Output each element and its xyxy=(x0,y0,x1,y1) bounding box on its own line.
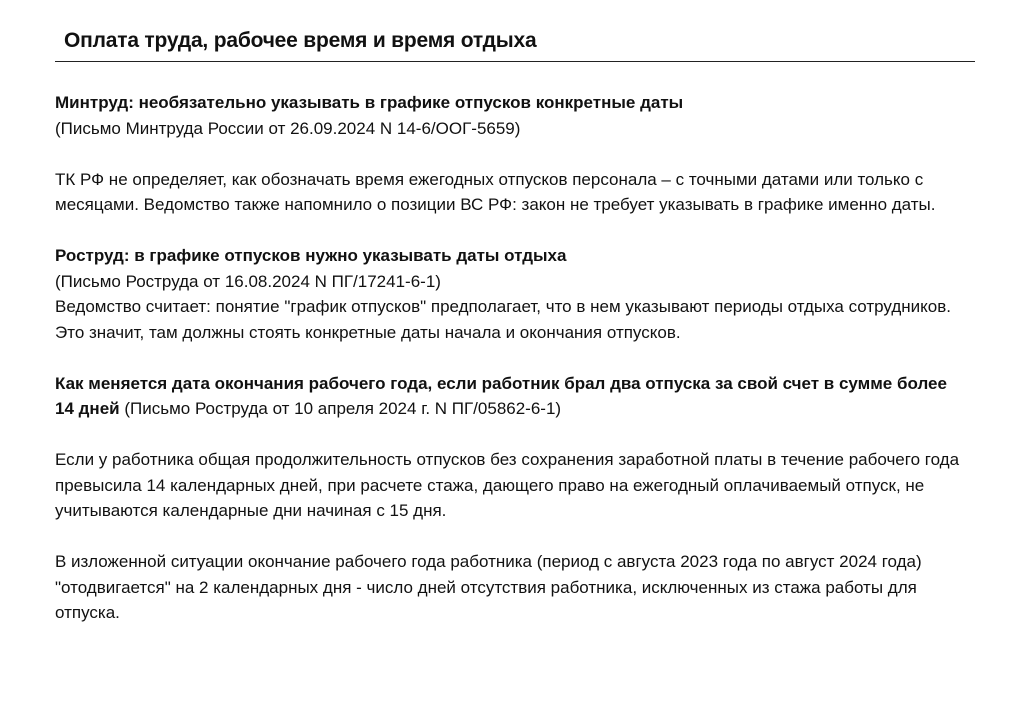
section-source-mintrud: (Письмо Минтруда России от 26.09.2024 N 14-6/ООГ-5659) xyxy=(55,118,521,138)
paragraph-gap xyxy=(55,422,970,448)
paragraph-gap xyxy=(55,524,970,550)
section-source-workyear: (Письмо Роструда от 10 апреля 2024 г. N ПГ/05862-6-1) xyxy=(124,399,562,418)
paragraph-gap xyxy=(55,141,970,167)
document-body xyxy=(55,90,970,626)
section-body-workyear-2: В изложенной ситуации окончание рабочего года работника (период с августа 2023 года по август 2024 года) "отодвигается" на 2 календарных дня - число дней отсутствия работника, исключенных из стажа работы для отпуска. xyxy=(55,552,922,622)
section-body-rostrud: Ведомство считает: понятие "график отпусков" предполагает, что в нем указывают периоды отдыха сотрудников. Это значит, там должны стоять конкретные даты начала и окончания отпусков. xyxy=(55,297,952,342)
paragraph-gap xyxy=(55,345,970,371)
title-divider xyxy=(55,61,975,62)
section-body-mintrud: ТК РФ не определяет, как обозначать время ежегодных отпусков персонала – с точными датами или только с месяцами. Ведомство также напомнило о позиции ВС РФ: закон не требует указывать в графике именно даты. xyxy=(55,169,936,214)
section-heading-rostrud: Роструд: в графике отпусков нужно указывать даты отдыха xyxy=(55,246,567,265)
section-body-workyear-1: Если у работника общая продолжительность отпусков без сохранения заработной платы в течение рабочего года превысила 14 календарных дней, при расчете стажа, дающего право на ежегодный оплачиваемый отпуск, не учитываются календарные дни начиная с 15 дня. xyxy=(55,450,960,520)
paragraph-gap xyxy=(55,218,970,244)
page-title: Оплата труда, рабочее время и время отдыха xyxy=(64,29,537,52)
section-source-rostrud: (Письмо Роструда от 16.08.2024 N ПГ/17241-6-1) xyxy=(55,271,441,291)
section-heading-workyear: Как меняется дата окончания рабочего года, если работник брал два отпуска за свой счет в сумме более 14 дней xyxy=(55,373,947,418)
section-heading-paragraph-workyear xyxy=(55,371,970,422)
section-heading-mintrud: Минтруд: необязательно указывать в графике отпусков конкретные даты xyxy=(55,93,684,112)
